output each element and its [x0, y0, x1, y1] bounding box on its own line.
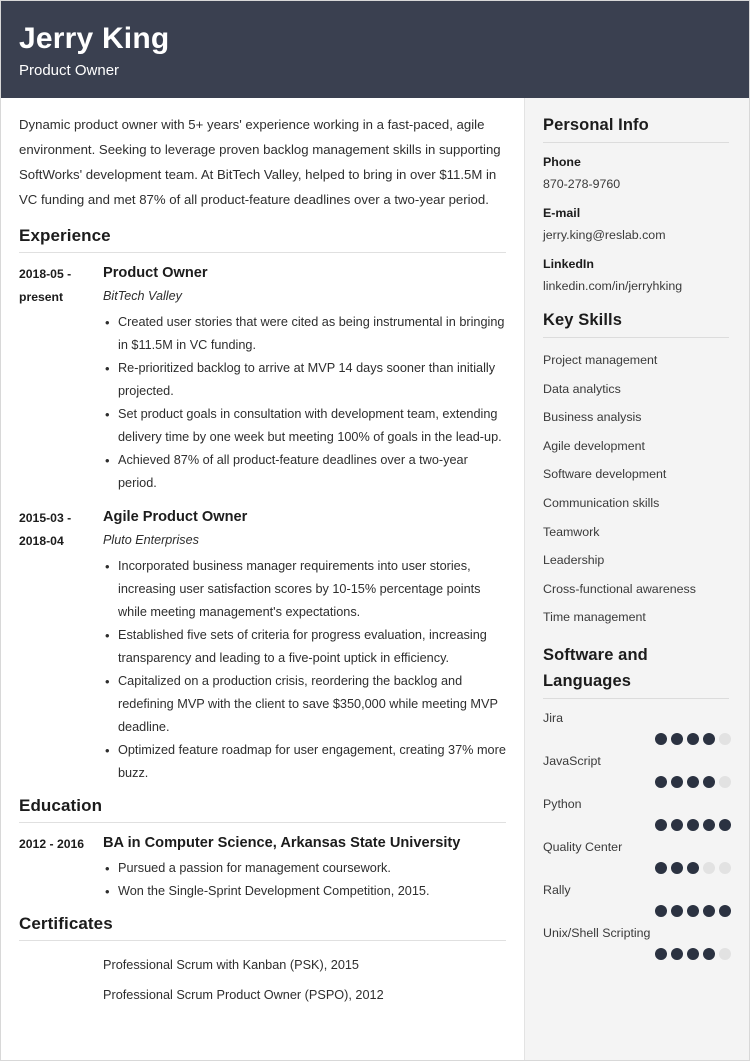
- section-divider: [19, 252, 506, 253]
- sidebar-heading-key-skills: Key Skills: [543, 311, 622, 329]
- software-language-item: [543, 879, 735, 917]
- certificate-item: Professional Scrum with Kanban (PSK), 2015: [103, 958, 359, 972]
- personal-info-label: Phone: [543, 155, 581, 169]
- software-language-rating: [543, 905, 735, 917]
- experience-entry-bullet: • Achieved 87% of all product-feature deadlines over a two-year period.: [103, 449, 506, 495]
- education-entry-date: 2012 - 2016: [19, 837, 85, 851]
- experience-entry: [19, 262, 506, 495]
- education-entry: [19, 832, 506, 903]
- resume-header: [1, 1, 749, 98]
- personal-info-label: LinkedIn: [543, 257, 594, 271]
- sidebar-section-personal-info: [543, 112, 735, 297]
- software-language-rating: [543, 733, 735, 745]
- rating-dot-filled: [671, 948, 683, 960]
- section-experience: [19, 226, 506, 785]
- experience-entry-body: [103, 506, 506, 785]
- rating-dot-empty: [719, 862, 731, 874]
- sidebar-heading-personal-info: Personal Info: [543, 116, 649, 134]
- section-education: [19, 796, 506, 903]
- key-skill-list: [543, 346, 735, 632]
- rating-dot-filled: [671, 733, 683, 745]
- sidebar-heading-software-languages: Software and Languages: [543, 645, 648, 690]
- rating-dot-filled: [719, 819, 731, 831]
- personal-info-value: linkedin.com/in/jerryhking: [543, 279, 683, 293]
- experience-entry-body: [103, 262, 506, 495]
- section-divider: [19, 822, 506, 823]
- personal-info-field-list: [543, 151, 735, 297]
- software-language-list: [543, 707, 735, 960]
- software-language-item: [543, 836, 735, 874]
- software-language-item: [543, 793, 735, 831]
- software-language-name: Unix/Shell Scripting: [543, 925, 651, 940]
- education-entry-list: [19, 832, 506, 903]
- experience-entry-bullet-list: [103, 311, 506, 495]
- software-language-rating: [543, 819, 735, 831]
- rating-dot-filled: [655, 948, 667, 960]
- rating-dot-filled: [703, 948, 715, 960]
- software-language-name: Quality Center: [543, 839, 623, 854]
- key-skill-item: Data analytics: [543, 381, 621, 396]
- main-column: [1, 98, 524, 1060]
- experience-entry-bullet: • Capitalized on a production crisis, reordering the backlog and redefining MVP with the client to save $350,000 while meeting MVP deadline.: [103, 670, 506, 739]
- experience-entry-bullet: • Established five sets of criteria for progress evaluation, increasing transparency and leading to a five-point uptick in efficiency.: [103, 624, 506, 670]
- experience-entry-date: 2018-05 - present: [19, 267, 72, 304]
- sidebar-column: [524, 98, 749, 1060]
- experience-entry-list: [19, 262, 506, 785]
- software-language-item: [543, 922, 735, 960]
- sidebar-section-software-languages: [543, 642, 735, 960]
- rating-dot-filled: [687, 948, 699, 960]
- software-language-name: Jira: [543, 710, 563, 725]
- experience-entry-date: 2015-03 - 2018-04: [19, 511, 72, 548]
- rating-dot-empty: [703, 862, 715, 874]
- software-language-rating: [543, 776, 735, 788]
- sidebar-divider: [543, 337, 729, 338]
- sidebar-divider: [543, 142, 729, 143]
- resume-body: [1, 98, 749, 1060]
- rating-dot-filled: [671, 819, 683, 831]
- rating-dot-filled: [703, 776, 715, 788]
- rating-dot-filled: [671, 905, 683, 917]
- section-certificates: [19, 914, 506, 1010]
- software-language-rating: [543, 948, 735, 960]
- experience-entry-role: Product Owner: [103, 265, 208, 281]
- education-entry-degree: BA in Computer Science, Arkansas State University: [103, 835, 461, 851]
- key-skill-item: Software development: [543, 467, 667, 482]
- software-language-name: JavaScript: [543, 753, 601, 768]
- certificate-entry-body: [103, 950, 506, 1010]
- education-entry-bullet: • Pursued a passion for management coursework.: [103, 857, 506, 880]
- rating-dot-empty: [719, 776, 731, 788]
- section-heading-experience: Experience: [19, 226, 111, 245]
- experience-entry-organization: BitTech Valley: [103, 289, 182, 303]
- key-skill-item: Cross-functional awareness: [543, 581, 696, 596]
- rating-dot-filled: [687, 862, 699, 874]
- education-entry-bullet: • Won the Single-Sprint Development Competition, 2015.: [103, 880, 506, 903]
- rating-dot-filled: [671, 862, 683, 874]
- sidebar-divider: [543, 698, 729, 699]
- certificate-entry: [19, 950, 506, 1010]
- rating-dot-filled: [703, 905, 715, 917]
- rating-dot-filled: [687, 733, 699, 745]
- page-title: Jerry King: [19, 22, 170, 55]
- experience-entry-bullet: • Re-prioritized backlog to arrive at MVP 14 days sooner than initially projected.: [103, 357, 506, 403]
- rating-dot-filled: [671, 776, 683, 788]
- key-skill-item: Teamwork: [543, 524, 600, 539]
- software-language-item: [543, 707, 735, 745]
- key-skill-item: Leadership: [543, 553, 605, 568]
- rating-dot-filled: [687, 905, 699, 917]
- software-language-rating: [543, 862, 735, 874]
- experience-entry-bullet: • Incorporated business manager requirements into user stories, increasing user satisfaction scores by 10-15% percentage points while meeting management's expectations.: [103, 555, 506, 624]
- section-heading-certificates: Certificates: [19, 914, 113, 933]
- experience-entry-bullet: • Optimized feature roadmap for user engagement, creating 37% more buzz.: [103, 739, 506, 785]
- experience-entry-bullet: • Set product goals in consultation with development team, extending delivery time by one week but meeting 100% of goals in the lead-up.: [103, 403, 506, 449]
- professional-summary: Dynamic product owner with 5+ years' experience working in a fast-paced, agile environment. Seeking to leverage proven backlog management skills in supporting SoftWorks' development team. At BitTech Valley, helped to bring in over $11.5M in VC funding and met 87% of all product-feature deadlines over a two-year period.: [19, 117, 501, 207]
- section-heading-education: Education: [19, 796, 103, 815]
- personal-info-value: jerry.king@reslab.com: [543, 228, 666, 242]
- rating-dot-filled: [719, 905, 731, 917]
- rating-dot-filled: [655, 862, 667, 874]
- personal-info-value: 870-278-9760: [543, 177, 621, 191]
- personal-info-label: E-mail: [543, 206, 581, 220]
- section-divider: [19, 940, 506, 941]
- key-skill-item: Communication skills: [543, 495, 660, 510]
- experience-entry-role: Agile Product Owner: [103, 509, 248, 525]
- education-entry-bullet-list: [103, 857, 506, 903]
- certificate-entry-spacer: [19, 950, 103, 951]
- rating-dot-filled: [703, 819, 715, 831]
- rating-dot-filled: [687, 776, 699, 788]
- sidebar-section-key-skills: [543, 307, 735, 632]
- rating-dot-filled: [655, 819, 667, 831]
- rating-dot-filled: [703, 733, 715, 745]
- header-job-title: Product Owner: [19, 62, 120, 79]
- key-skill-item: Project management: [543, 353, 658, 367]
- rating-dot-empty: [719, 733, 731, 745]
- rating-dot-filled: [687, 819, 699, 831]
- rating-dot-filled: [655, 776, 667, 788]
- education-entry-body: [103, 832, 506, 903]
- experience-entry-bullet: • Created user stories that were cited as being instrumental in bringing in $11.5M in VC funding.: [103, 311, 506, 357]
- software-language-item: [543, 750, 735, 788]
- key-skill-item: Agile development: [543, 438, 645, 453]
- software-language-name: Python: [543, 796, 582, 811]
- key-skill-item: Business analysis: [543, 410, 642, 425]
- rating-dot-empty: [719, 948, 731, 960]
- rating-dot-filled: [655, 905, 667, 917]
- certificate-list: [19, 950, 506, 1010]
- software-language-name: Rally: [543, 882, 571, 897]
- rating-dot-filled: [655, 733, 667, 745]
- experience-entry-bullet-list: [103, 555, 506, 785]
- experience-entry-organization: Pluto Enterprises: [103, 533, 199, 547]
- experience-entry: [19, 506, 506, 785]
- certificate-item: Professional Scrum Product Owner (PSPO), 2012: [103, 988, 384, 1002]
- key-skill-item: Time management: [543, 610, 646, 625]
